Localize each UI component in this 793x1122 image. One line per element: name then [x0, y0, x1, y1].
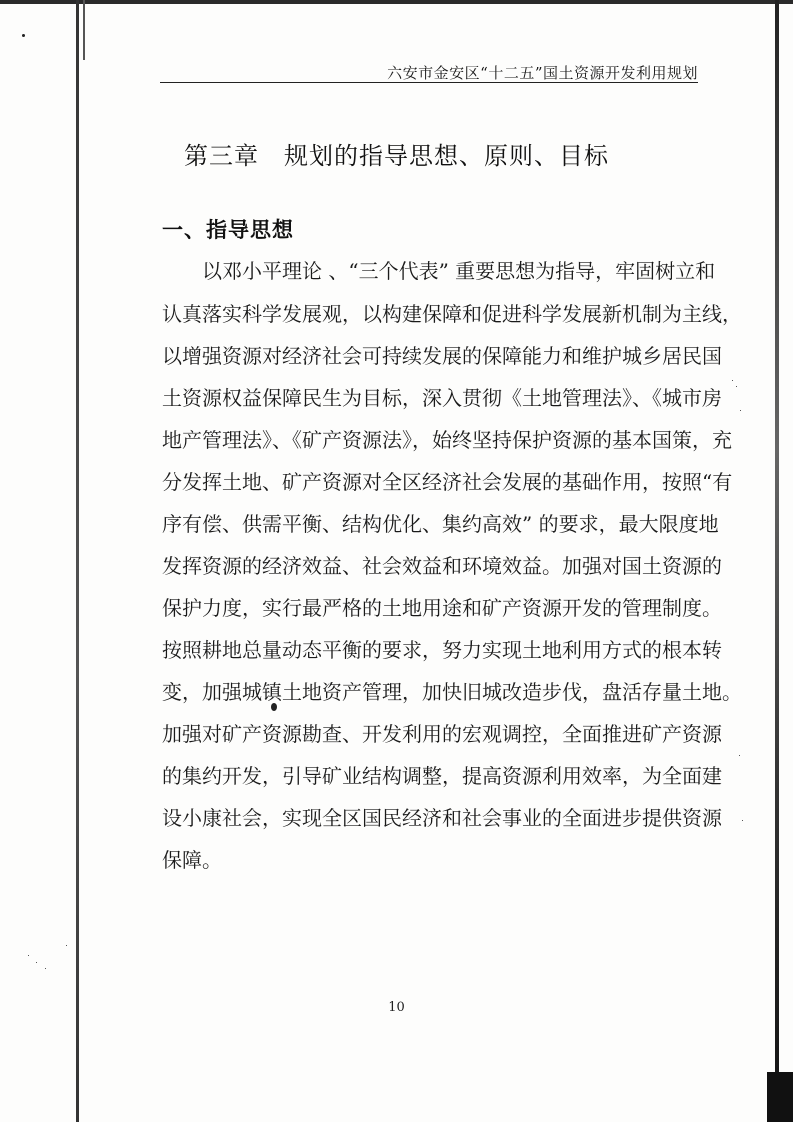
body-line: 的集约开发，引导矿业结构调整，提高资源利用效率，为全面建: [162, 764, 722, 788]
scan-edge-left: [76, 0, 79, 1122]
body-line: 按照耕地总量动态平衡的要求，努力实现土地利用方式的根本转: [162, 638, 722, 662]
body-line: 变，加强城镇土地资产管理，加快旧城改造步伐，盘活存量土地。: [162, 680, 742, 704]
body-line: 保障。: [162, 848, 222, 872]
page-number: 10: [388, 1000, 405, 1015]
body-line: 序有偿、供需平衡、结构优化、集约高效” 的要求，最大限度地: [162, 512, 719, 536]
scan-dot: [271, 703, 277, 711]
body-line: 加强对矿产资源勘查、开发利用的宏观调控，全面推进矿产资源: [162, 722, 722, 746]
header-rule: [160, 82, 698, 83]
running-header: 六安市金安区“十二五”国土资源开发利用规划: [387, 64, 698, 82]
scan-edge-left-secondary: [83, 0, 85, 60]
scan-speck: [739, 755, 740, 756]
body-line: 以邓小平理论 、“三个代表” 重要思想为指导，牢固树立和: [202, 259, 716, 283]
body-line: 设小康社会，实现全区国民经济和社会事业的全面进步提供资源: [162, 806, 722, 830]
scan-speck: [732, 380, 733, 381]
chapter-title: 第三章 规划的指导思想、原则、目标: [184, 142, 609, 170]
scan-speck: [742, 820, 743, 821]
scan-dot: [22, 34, 25, 37]
body-line: 土资源权益保障民生为目标，深入贯彻《土地管理法》、《城市房: [162, 386, 722, 410]
body-line: 以增强资源对经济社会可持续发展的保障能力和维护城乡居民国: [162, 344, 722, 368]
body-line: 发挥资源的经济效益、社会效益和环境效益。加强对国土资源的: [162, 554, 722, 578]
body-line: 地产管理法》、《矿产资源法》，始终坚持保护资源的基本国策，充: [162, 428, 732, 452]
scan-speck: [36, 962, 37, 963]
scan-edge-top: [0, 0, 793, 4]
scan-speck: [736, 386, 737, 387]
scan-speck: [740, 410, 741, 411]
scan-speck: [45, 968, 46, 969]
body-line: 认真落实科学发展观，以构建保障和促进科学发展新机制为主线，: [162, 302, 742, 326]
scan-edge-right-corner: [767, 1072, 793, 1122]
scan-speck: [66, 945, 67, 946]
body-line: 分发挥土地、矿产资源对全区经济社会发展的基础作用，按照“有: [162, 470, 733, 494]
body-line: 保护力度，实行最严格的土地用途和矿产资源开发的管理制度。: [162, 596, 722, 620]
scan-speck: [28, 955, 29, 956]
section-heading: 一、指导思想: [162, 217, 294, 242]
scan-edge-right: [775, 0, 779, 1122]
